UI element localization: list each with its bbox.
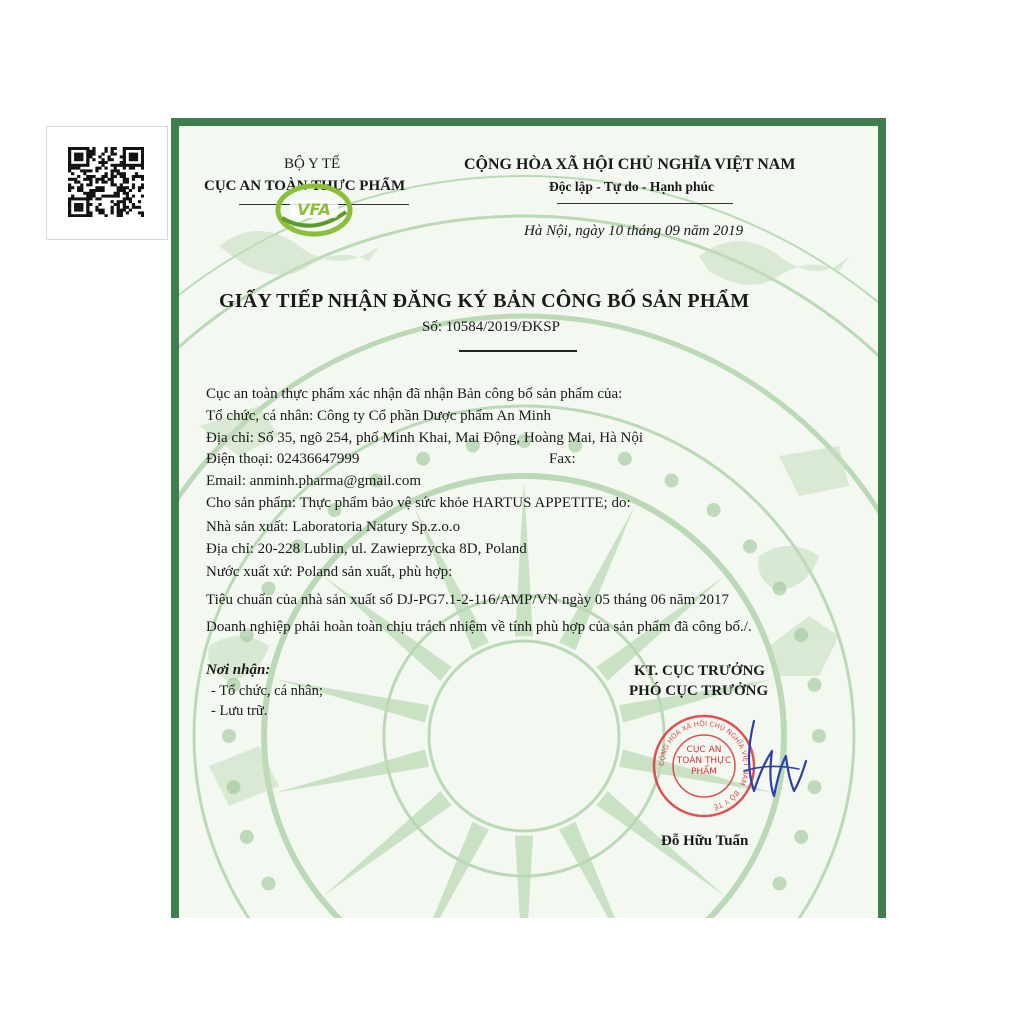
signer-title-line1: KT. CỤC TRƯỞNG [634,663,765,679]
address-line: Địa chỉ: Số 35, ngõ 254, phố Minh Khai, Mai Động, Hoàng Mai, Hà Nội [206,430,644,446]
origin-line: Nước xuất xứ: Poland sản xuất, phù hợp: [206,564,453,580]
fax-line: Fax: [549,451,576,467]
manufacturer-line: Nhà sản xuất: Laboratoria Natury Sp.z.o.o [206,519,461,535]
intro-line: Cục an toàn thực phẩm xác nhận đã nhận Bản công bố sản phẩm của: [206,386,623,402]
responsibility-line: Doanh nghiệp phải hoàn toàn chịu trách nhiệm về tính phù hợp của sản phẩm đã công bố./. [206,619,752,635]
product-line: Cho sản phẩm: Thực phẩm bảo vệ sức khỏe HARTUS APPETITE; do: [206,495,631,511]
standard-line: Tiêu chuẩn của nhà sản xuất số DJ-PG7.1-2-116/AMP/VN ngày 05 tháng 06 năm 2017 [206,592,730,608]
motto-underline [557,203,733,204]
logo-text: VFA [297,200,331,219]
nation-name: CỘNG HÒA XÃ HỘI CHỦ NGHĨA VIỆT NAM [464,156,796,173]
recipient-item: - Lưu trữ. [211,703,268,719]
recipient-item: - Tổ chức, cá nhân; [211,683,323,699]
qr-code-panel [46,126,168,240]
manufacturer-address-line: Địa chỉ: 20-228 Lublin, ul. Zawieprzycka 8D, Poland [206,541,527,557]
recipients-heading: Nơi nhận: [206,662,271,678]
national-motto: Độc lập - Tự do - Hạnh phúc [549,179,715,194]
email-line: Email: anminh.pharma@gmail.com [206,473,422,489]
signer-title-line2: PHÓ CỤC TRƯỞNG [629,683,769,699]
signer-name: Đỗ Hữu Tuấn [661,833,749,849]
qr-code-icon [68,147,144,217]
certificate-page [179,126,878,918]
number-underline [459,350,577,352]
document-title: GIẤY TIẾP NHẬN ĐĂNG KÝ BẢN CÔNG BỐ SẢN PHẨM [219,290,750,312]
seal-center-text: CỤC AN TOÀN THỰC PHẨM [676,745,732,777]
organization-line: Tổ chức, cá nhân: Công ty Cổ phần Dược phẩm An Minh [206,408,551,424]
ministry-name: BỘ Y TẾ [284,156,341,172]
agency-name: CỤC AN TOÀN THỰC PHẨM [204,178,406,194]
phone-line: Điện thoại: 02436647999 [206,451,360,467]
seal-ring-text: CỘNG HÒA XÃ HỘI CHỦ NGHĨA VIỆT NAM · BỘ Y TẾ [657,719,751,811]
certificate-frame [171,118,886,918]
vfa-logo-icon [274,182,354,238]
handwritten-signature [734,711,814,801]
place-date: Hà Nội, ngày 10 tháng 09 năm 2019 [524,223,744,239]
document-number: Số: 10584/2019/ĐKSP [422,319,560,335]
